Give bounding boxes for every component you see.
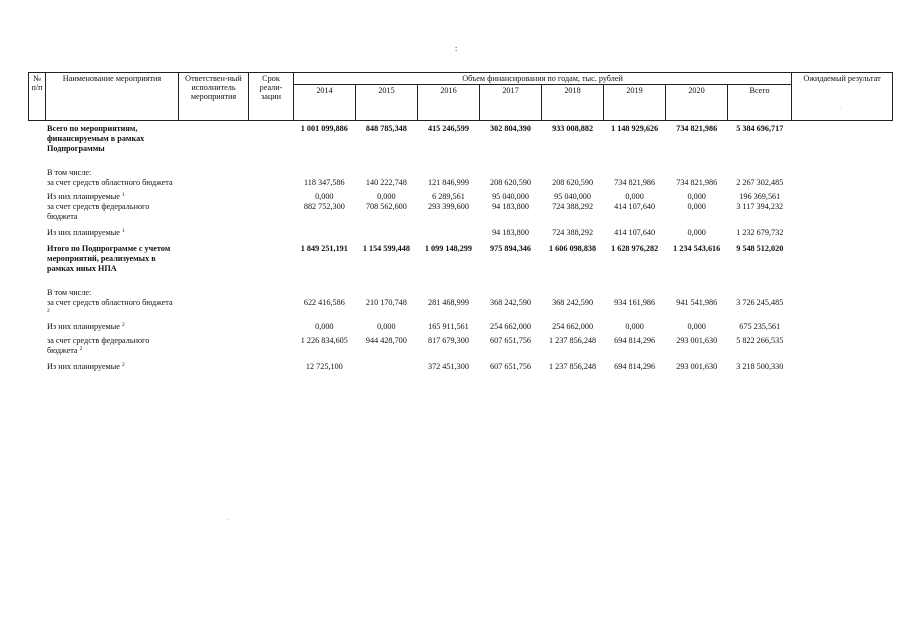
header-year: 2020 <box>666 85 728 121</box>
cell-year-value <box>417 168 479 178</box>
cell-total <box>728 168 792 178</box>
row-term <box>248 228 293 238</box>
cell-year-value: 607 651,756 <box>490 336 531 345</box>
cell-total: 9 548 512,020 <box>736 244 784 253</box>
cell-year-value: 281 468,999 <box>427 298 469 307</box>
row-name <box>45 202 178 222</box>
cell-year-value: 694 814,296 <box>614 336 656 345</box>
cell-year-value <box>355 228 417 238</box>
cell-total: 1 232 679,732 <box>736 228 784 237</box>
row-name <box>45 228 178 238</box>
cell-year-value: 254 662,000 <box>490 322 531 331</box>
row-result <box>792 202 893 222</box>
cell-year-value <box>293 228 355 238</box>
row-result <box>792 336 893 356</box>
header-year: 2017 <box>480 85 542 121</box>
cell-year-value <box>355 288 417 298</box>
row-name <box>45 362 178 372</box>
cell-total: 5 822 266,535 <box>736 336 784 345</box>
cell-year-value: 934 161,986 <box>614 298 656 307</box>
row-result <box>792 124 893 154</box>
table-row <box>28 124 893 154</box>
row-name-text: Из них планируемые <box>47 362 120 371</box>
cell-year-value: 1 226 834,605 <box>300 336 348 345</box>
cell-year-value <box>542 288 604 298</box>
cell-year-value <box>355 362 417 372</box>
cell-year-value: 94 183,800 <box>492 228 529 237</box>
header-year: 2016 <box>418 85 480 121</box>
cell-year-value <box>666 168 728 178</box>
row-responsible <box>178 288 248 298</box>
cell-year-value <box>604 168 666 178</box>
cell-year-value: 1 237 856,248 <box>549 336 597 345</box>
row-result <box>792 288 893 298</box>
cell-total: 3 218 500,330 <box>736 362 784 371</box>
row-number <box>28 322 45 332</box>
cell-year-value: 414 107,640 <box>614 202 656 211</box>
row-number <box>28 178 45 188</box>
cell-year-value: 1 099 148,299 <box>424 244 472 253</box>
cell-year-value: 0,000 <box>315 192 334 201</box>
cell-year-value: 694 814,296 <box>614 362 656 371</box>
page-mark: : <box>455 44 458 53</box>
row-number <box>28 288 45 298</box>
cell-year-value: 293 001,630 <box>676 336 718 345</box>
cell-year-value: 414 107,640 <box>614 228 656 237</box>
row-responsible <box>178 192 248 202</box>
cell-year-value: 0,000 <box>687 202 706 211</box>
cell-year-value: 6 289,561 <box>432 192 465 201</box>
row-name-text: за счет средств федерального бюджета <box>47 202 150 221</box>
table-row <box>28 288 893 298</box>
cell-year-value: 0,000 <box>687 322 706 331</box>
cell-year-value <box>355 168 417 178</box>
row-name <box>45 192 178 202</box>
row-name <box>45 244 178 274</box>
table-header <box>28 72 893 121</box>
cell-year-value: 882 752,300 <box>303 202 345 211</box>
cell-year-value: 848 785,348 <box>365 124 407 133</box>
row-responsible <box>178 124 248 154</box>
row-result <box>792 322 893 332</box>
footnote-mark: 2 <box>79 346 83 352</box>
cell-year-value: 0,000 <box>625 192 644 201</box>
footnote-mark: 2 <box>121 322 125 328</box>
row-responsible <box>178 178 248 188</box>
cell-year-value: 140 222,748 <box>365 178 407 187</box>
cell-total: 5 384 696,717 <box>736 124 784 133</box>
header-year: 2015 <box>356 85 418 121</box>
header-year: 2014 <box>294 85 356 121</box>
row-number <box>28 124 45 154</box>
cell-year-value: 208 620,590 <box>490 178 531 187</box>
row-name-text: Итого по Подпрограмме с учетом мероприятий, реализуемых в рамках иных НПА <box>47 244 171 273</box>
cell-year-value: 1 628 976,282 <box>611 244 659 253</box>
cell-year-value: 121 846,999 <box>427 178 469 187</box>
row-name-text: В том числе: <box>47 168 92 177</box>
table-row <box>28 322 893 332</box>
table-row <box>28 362 893 372</box>
cell-year-value <box>293 288 355 298</box>
cell-year-value: 1 849 251,191 <box>300 244 348 253</box>
cell-year-value: 208 620,590 <box>552 178 594 187</box>
row-name <box>45 124 178 154</box>
cell-total: 675 235,561 <box>739 322 781 331</box>
scan-artifact: . <box>228 516 230 522</box>
row-term <box>248 202 293 222</box>
cell-year-value: 724 388,292 <box>552 228 594 237</box>
row-result <box>792 168 893 178</box>
row-responsible <box>178 322 248 332</box>
row-result <box>792 228 893 238</box>
row-responsible <box>178 362 248 372</box>
row-responsible <box>178 298 248 318</box>
row-name-text: за счет средств областного бюджета <box>47 298 173 307</box>
row-term <box>248 192 293 202</box>
cell-year-value <box>479 168 541 178</box>
row-responsible <box>178 228 248 238</box>
row-result <box>792 178 893 188</box>
header-funding: Объем финансирования по годам, тыс. рублей <box>294 73 792 85</box>
cell-year-value: 210 170,748 <box>365 298 407 307</box>
row-name-text: Из них планируемые <box>47 228 120 237</box>
row-term <box>248 288 293 298</box>
header-year: 2019 <box>604 85 666 121</box>
cell-year-value: 734 821,986 <box>676 124 718 133</box>
cell-year-value: 95 040,000 <box>492 192 529 201</box>
cell-year-value: 607 651,756 <box>490 362 531 371</box>
row-result <box>792 244 893 274</box>
cell-year-value: 734 821,986 <box>614 178 656 187</box>
cell-year-value: 622 416,586 <box>303 298 345 307</box>
table-row <box>28 192 893 202</box>
cell-total <box>728 288 792 298</box>
row-term <box>248 336 293 356</box>
row-name <box>45 178 178 188</box>
row-result <box>792 192 893 202</box>
cell-year-value: 708 562,600 <box>365 202 407 211</box>
cell-year-value: 0,000 <box>687 192 706 201</box>
cell-year-value: 817 679,300 <box>427 336 469 345</box>
cell-year-value <box>479 288 541 298</box>
header-term: Срок реали-зации <box>249 73 294 121</box>
cell-year-value: 0,000 <box>315 322 334 331</box>
cell-year-value: 0,000 <box>377 322 396 331</box>
footnote-mark: 2 <box>47 308 50 314</box>
cell-year-value <box>542 168 604 178</box>
cell-year-value: 724 388,292 <box>552 202 594 211</box>
row-result <box>792 362 893 372</box>
cell-year-value: 95 040,000 <box>554 192 591 201</box>
cell-year-value: 1 606 098,838 <box>549 244 597 253</box>
cell-year-value: 165 911,561 <box>428 322 469 331</box>
cell-year-value: 1 001 099,886 <box>300 124 348 133</box>
row-result <box>792 298 893 318</box>
row-term <box>248 322 293 332</box>
table-row <box>28 244 893 274</box>
cell-total: 3 726 245,485 <box>736 298 784 307</box>
header-result: Ожидаемый результат <box>792 73 893 121</box>
row-responsible <box>178 202 248 222</box>
cell-year-value: 302 804,390 <box>490 124 531 133</box>
table-row <box>28 168 893 178</box>
cell-total: 2 267 302,485 <box>736 178 784 187</box>
row-name <box>45 298 178 318</box>
cell-year-value <box>666 288 728 298</box>
cell-year-value: 293 399,600 <box>427 202 469 211</box>
funding-table <box>28 124 893 372</box>
row-term <box>248 178 293 188</box>
cell-year-value <box>417 288 479 298</box>
table-row <box>28 298 893 318</box>
cell-year-value: 12 725,100 <box>305 362 343 371</box>
cell-total: 196 369,561 <box>739 192 781 201</box>
row-number <box>28 202 45 222</box>
row-name-text: Всего по мероприятиям, финансируемым в рамках Подпрограммы <box>47 124 145 153</box>
table-row <box>28 336 893 356</box>
cell-total: 3 117 394,232 <box>736 202 784 211</box>
table-row <box>28 202 893 222</box>
header-num: № п/п <box>29 73 46 121</box>
table-row <box>28 228 893 238</box>
footnote-mark: 1 <box>121 228 125 234</box>
cell-year-value <box>293 168 355 178</box>
cell-year-value: 941 541,986 <box>676 298 718 307</box>
row-responsible <box>178 244 248 274</box>
row-number <box>28 336 45 356</box>
cell-year-value: 368 242,590 <box>552 298 594 307</box>
cell-year-value: 0,000 <box>625 322 644 331</box>
cell-year-value <box>604 288 666 298</box>
cell-year-value: 1 234 543,616 <box>673 244 721 253</box>
cell-year-value: 944 428,700 <box>365 336 407 345</box>
cell-year-value: 372 451,300 <box>427 362 469 371</box>
row-term <box>248 362 293 372</box>
row-number <box>28 362 45 372</box>
cell-year-value: 0,000 <box>687 228 706 237</box>
header-responsible: Ответствен-ный исполнитель мероприятия <box>179 73 249 121</box>
row-term <box>248 244 293 274</box>
cell-year-value: 0,000 <box>377 192 396 201</box>
cell-year-value: 415 246,599 <box>427 124 469 133</box>
cell-year-value: 94 183,800 <box>492 202 529 211</box>
row-name <box>45 336 178 356</box>
row-name-text: Из них планируемые <box>47 192 120 201</box>
row-name-text: за счет средств областного бюджета <box>47 178 173 187</box>
row-name-text: В том числе: <box>47 288 92 297</box>
cell-year-value <box>417 228 479 238</box>
cell-year-value: 118 347,586 <box>303 178 345 187</box>
row-name <box>45 168 178 178</box>
cell-year-value: 254 662,000 <box>552 322 594 331</box>
cell-year-value: 293 001,630 <box>676 362 718 371</box>
row-responsible <box>178 168 248 178</box>
footnote-mark: 2 <box>121 362 125 368</box>
footnote-mark: 1 <box>121 192 125 198</box>
header-name: Наименование мероприятия <box>46 73 179 121</box>
cell-year-value: 933 008,882 <box>552 124 594 133</box>
cell-year-value: 1 154 599,448 <box>362 244 410 253</box>
row-term <box>248 124 293 154</box>
row-number <box>28 168 45 178</box>
row-name <box>45 288 178 298</box>
row-name-text: Из них планируемые <box>47 322 120 331</box>
header-year: 2018 <box>542 85 604 121</box>
row-number <box>28 244 45 274</box>
row-name-text: за счет средств федерального бюджета <box>47 336 150 355</box>
cell-year-value: 368 242,590 <box>490 298 531 307</box>
cell-year-value: 1 148 929,626 <box>611 124 659 133</box>
row-term <box>248 168 293 178</box>
cell-year-value: 734 821,986 <box>676 178 718 187</box>
row-number <box>28 192 45 202</box>
row-responsible <box>178 336 248 356</box>
cell-year-value: 975 894,346 <box>490 244 531 253</box>
cell-year-value: 1 237 856,248 <box>549 362 597 371</box>
row-number <box>28 298 45 318</box>
scan-artifact: . <box>840 104 842 110</box>
row-term <box>248 298 293 318</box>
row-name <box>45 322 178 332</box>
table-row <box>28 178 893 188</box>
header-year-total: Всего <box>728 85 792 121</box>
row-number <box>28 228 45 238</box>
